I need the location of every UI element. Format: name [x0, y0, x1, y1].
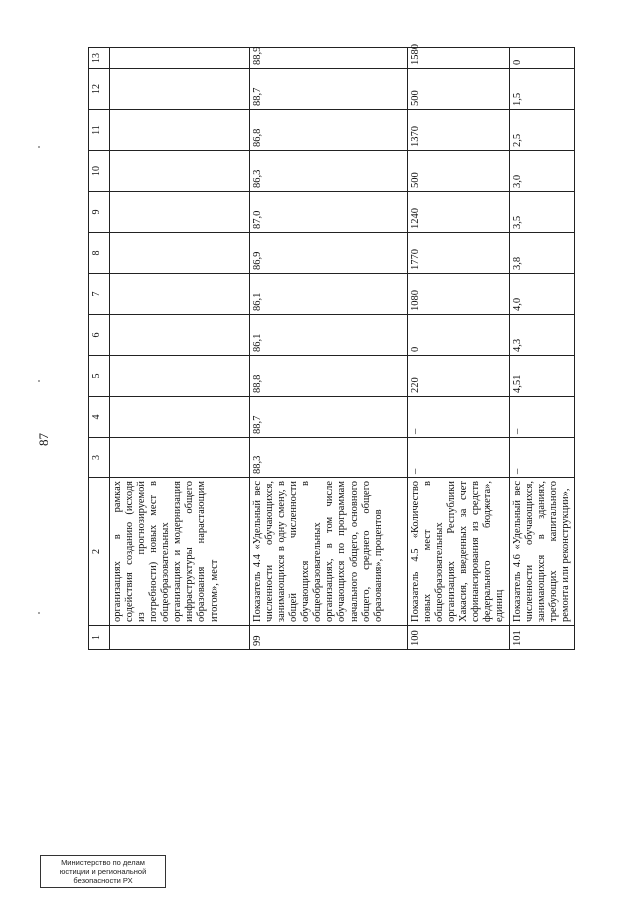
row-number: 101: [509, 626, 574, 650]
row-value: 88,9: [250, 48, 408, 69]
row-value: 1,5: [509, 69, 574, 110]
row-value: 2,5: [509, 110, 574, 151]
header-cell: 3: [89, 438, 110, 478]
row-value: 1080: [408, 274, 510, 315]
scan-speck: [38, 146, 40, 148]
row-value: 4,0: [509, 274, 574, 315]
row-description: организациях в рамках содействия созданию (исходя из прогнозируемой потребности) новых мест в общеобразовательных организациях и модернизация инфраструктуры общего образования нарастающим итогом», мест: [110, 478, 250, 626]
row-value: 0: [408, 315, 510, 356]
row-value: 86,3: [250, 151, 408, 192]
row-value: 86,1: [250, 315, 408, 356]
row-description: Показатель 4.6 «Удельный вес численности обучающихся, занимающихся в зданиях, требующих капитального ремонта или реконструкции»,: [509, 478, 574, 626]
row-value: [110, 69, 250, 110]
stamp-line: безопасности РХ: [73, 876, 133, 885]
rotated-table-frame: [88, 44, 571, 650]
table-header-row: [89, 48, 110, 650]
row-value: [110, 397, 250, 438]
row-value: 86,8: [250, 110, 408, 151]
table-row: [509, 48, 574, 650]
row-value: [110, 438, 250, 478]
row-value: [110, 356, 250, 397]
row-value: 3,0: [509, 151, 574, 192]
stamp-line: юстиции и региональной: [59, 867, 147, 876]
header-cell: 13: [89, 48, 110, 69]
row-value: –: [408, 397, 510, 438]
row-value: 1370: [408, 110, 510, 151]
row-value: 87,0: [250, 192, 408, 233]
header-cell: 1: [89, 626, 110, 650]
ministry-stamp: [40, 855, 166, 888]
row-value: 3,8: [509, 233, 574, 274]
header-cell: 10: [89, 151, 110, 192]
scan-speck: [38, 612, 40, 614]
table-row: [110, 48, 250, 650]
table-container: [88, 44, 571, 650]
row-value: [110, 274, 250, 315]
row-value: 500: [408, 151, 510, 192]
row-description: Показатель 4.5 «Количество новых мест в общеобразовательных организациях Республики Хакасия, введенных за счет софинансирования из средств федерального бюджета», единиц: [408, 478, 510, 626]
row-value: 88,3: [250, 438, 408, 478]
row-number: 100: [408, 626, 510, 650]
row-value: [110, 233, 250, 274]
row-value: 88,7: [250, 397, 408, 438]
header-cell: 11: [89, 110, 110, 151]
scan-speck: [38, 380, 40, 382]
row-value: 88,7: [250, 69, 408, 110]
row-value: 0: [509, 48, 574, 69]
table-row: [408, 48, 510, 650]
row-number: 99: [250, 626, 408, 650]
row-value: 1580: [408, 48, 510, 69]
row-value: 88,8: [250, 356, 408, 397]
header-cell: 8: [89, 233, 110, 274]
row-value: 220: [408, 356, 510, 397]
row-value: [110, 315, 250, 356]
row-value: 86,9: [250, 233, 408, 274]
header-cell: 2: [89, 478, 110, 626]
header-cell: 5: [89, 356, 110, 397]
row-value: 1770: [408, 233, 510, 274]
row-value: –: [509, 438, 574, 478]
table-row: [250, 48, 408, 650]
row-value: [110, 151, 250, 192]
header-cell: 9: [89, 192, 110, 233]
row-value: –: [408, 438, 510, 478]
row-value: –: [509, 397, 574, 438]
row-value: 4,51: [509, 356, 574, 397]
row-value: [110, 48, 250, 69]
row-number: [110, 626, 250, 650]
row-value: 3,5: [509, 192, 574, 233]
row-description: Показатель 4.4 «Удельный вес численности обучающихся, занимающихся в одну смену, в общей численности обучающихся в общеобразовательных организациях, в том числе обучающихся по программам начального общего, основного общего, среднего общего образования», процентов: [250, 478, 408, 626]
indicators-table: [88, 44, 575, 650]
row-value: 4,3: [509, 315, 574, 356]
page-number: 87: [36, 433, 51, 446]
row-value: [110, 192, 250, 233]
header-cell: 12: [89, 69, 110, 110]
row-value: 500: [408, 69, 510, 110]
header-cell: 6: [89, 315, 110, 356]
row-value: 86,1: [250, 274, 408, 315]
stamp-line: Министерство по делам: [61, 858, 145, 867]
row-value: [110, 110, 250, 151]
header-cell: 7: [89, 274, 110, 315]
header-cell: 4: [89, 397, 110, 438]
row-value: 1240: [408, 192, 510, 233]
